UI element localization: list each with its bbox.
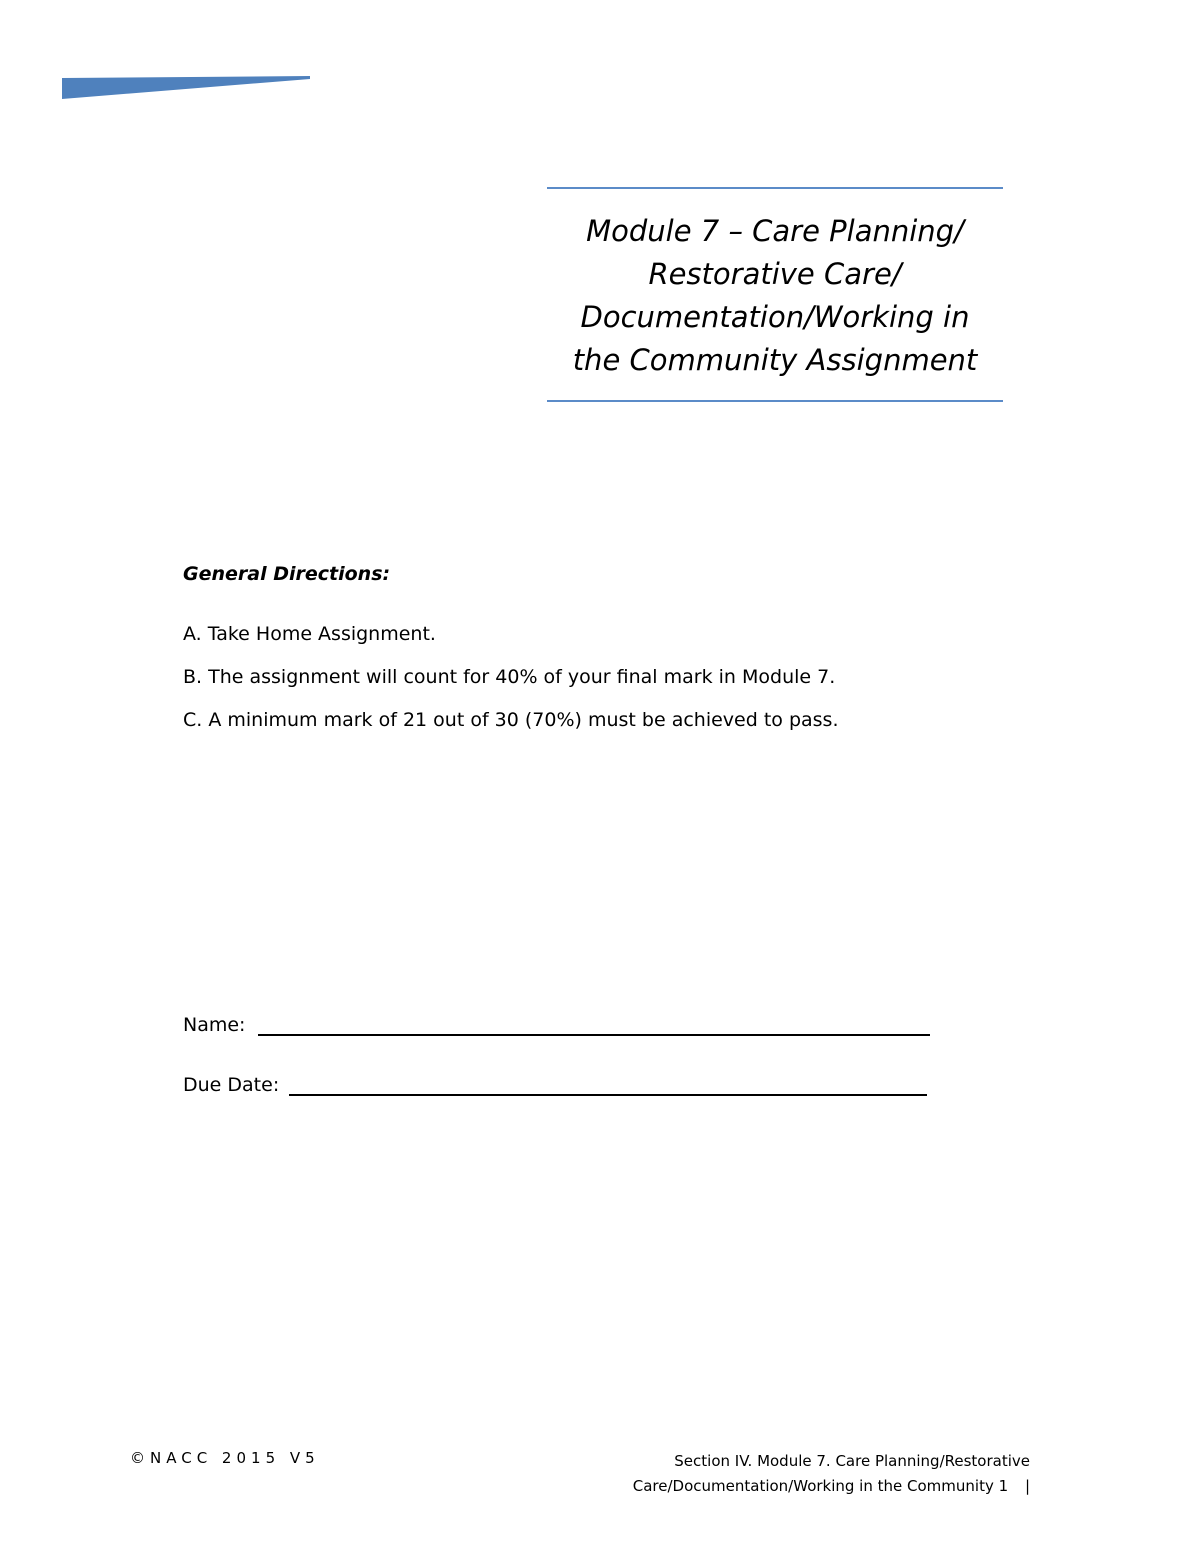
title-bottom-rule xyxy=(547,400,1003,402)
document-title xyxy=(547,210,1003,382)
directions-heading: General Directions: xyxy=(183,563,391,585)
directions-item: B. The assignment will count for 40% of your final mark in Module 7. xyxy=(183,666,836,688)
name-label: Name: xyxy=(183,1014,246,1036)
footer-copyright: ©NACC 2015 V5 xyxy=(130,1449,320,1467)
title-line: Documentation/Working in xyxy=(580,300,970,334)
footer-section xyxy=(560,1449,1030,1499)
footer-section-line-2: Care/Documentation/Working in the Community xyxy=(632,1477,994,1495)
general-directions xyxy=(183,561,1003,750)
page-number: 1 xyxy=(998,1477,1009,1495)
title-line: the Community Assignment xyxy=(572,343,978,377)
due-date-label: Due Date: xyxy=(183,1074,280,1096)
page-separator: | xyxy=(1024,1477,1030,1495)
footer-section-line-2-row xyxy=(560,1474,1030,1499)
header-wedge-decoration xyxy=(62,76,310,99)
due-date-underline xyxy=(289,1094,927,1096)
due-date-field xyxy=(183,1072,279,1098)
title-line: Restorative Care/ xyxy=(648,257,902,291)
title-top-rule xyxy=(547,187,1003,189)
title-line: Module 7 – Care Planning/ xyxy=(586,214,964,248)
footer-section-line-1: Section IV. Module 7. Care Planning/Restorative xyxy=(674,1452,1030,1470)
name-field xyxy=(183,1012,245,1038)
directions-item: A. Take Home Assignment. xyxy=(183,623,436,645)
directions-item: C. A minimum mark of 21 out of 30 (70%) must be achieved to pass. xyxy=(183,709,839,731)
name-underline xyxy=(258,1034,930,1036)
